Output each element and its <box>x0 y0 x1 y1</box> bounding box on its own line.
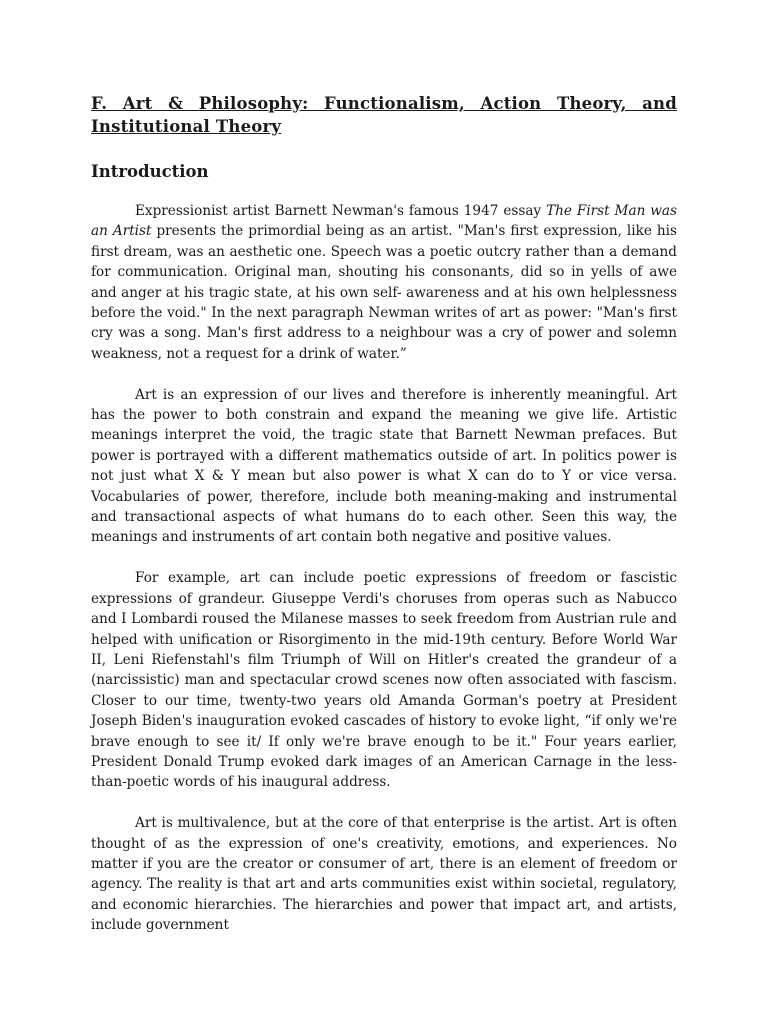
paragraph-4: Art is multivalence, but at the core of that enterprise is the artist. Art is often thought of as the expression of one's creativity, emotions, and experiences. No matter if you are the creator or consumer of art, there is an element of freedom or agency. The reality is that art and arts communities exist within societal, regulatory, and economic hierarchies. The hierarchies and power that impact art, and artists, include government <box>91 815 677 934</box>
paragraph-1-text-a: Expressionist artist Barnett Newman's famous 1947 essay <box>135 203 547 219</box>
document-page <box>91 92 677 956</box>
paragraph-1 <box>91 201 677 364</box>
section-heading: Introduction <box>91 162 209 181</box>
paragraph-3: For example, art can include poetic expressions of freedom or fascistic expressions of grandeur. Giuseppe Verdi's choruses from operas such as Nabucco and I Lombardi roused the Milanese masses to seek freedom from Austrian rule and helped with unification or Risorgimento in the mid-19th century. Before World War II, Leni Riefenstahl's film Triumph of Will on Hitler's created the grandeur of a (narcissistic) man and spectacular crowd scenes now often associated with fascism. Closer to our time, twenty-two years old Amanda Gorman's poetry at President Joseph Biden's inauguration evoked cascades of history to evoke light, “if only we're brave enough to see it/ If only we're brave enough to be it." Four years earlier, President Donald Trump evoked dark images of an American Carnage in the less-than-poetic words of his inaugural address. <box>91 570 677 791</box>
essay-title-italic: The First Man was an Artist <box>91 203 677 240</box>
document-title: F. Art & Philosophy: Functionalism, Action Theory, and Institutional Theory <box>91 94 677 136</box>
paragraph-1-text-b: presents the primordial being as an artist. "Man's first expression, like his first dream, was an aesthetic one. Speech was a poetic outcry rather than a demand for communication. Original man, shouting his consonants, did so in yells of awe and anger at his tragic state, at his own self- awareness and at his own helplessness before the void." In the next paragraph Newman writes of art as power: "Man's first cry was a song. Man's first address to a neighbour was a cry of power and solemn weakness, not a request for a drink of water.” <box>91 223 677 362</box>
paragraph-2: Art is an expression of our lives and therefore is inherently meaningful. Art has the power to both constrain and expand the meaning we give life. Artistic meanings interpret the void, the tragic state that Barnett Newman prefaces. But power is portrayed with a different mathematics outside of art. In politics power is not just what X & Y mean but also power is what X can do to Y or vice versa. Vocabularies of power, therefore, include both meaning-making and instrumental and transactional aspects of what humans do to each other. Seen this way, the meanings and instruments of art contain both negative and positive values. <box>91 386 677 546</box>
